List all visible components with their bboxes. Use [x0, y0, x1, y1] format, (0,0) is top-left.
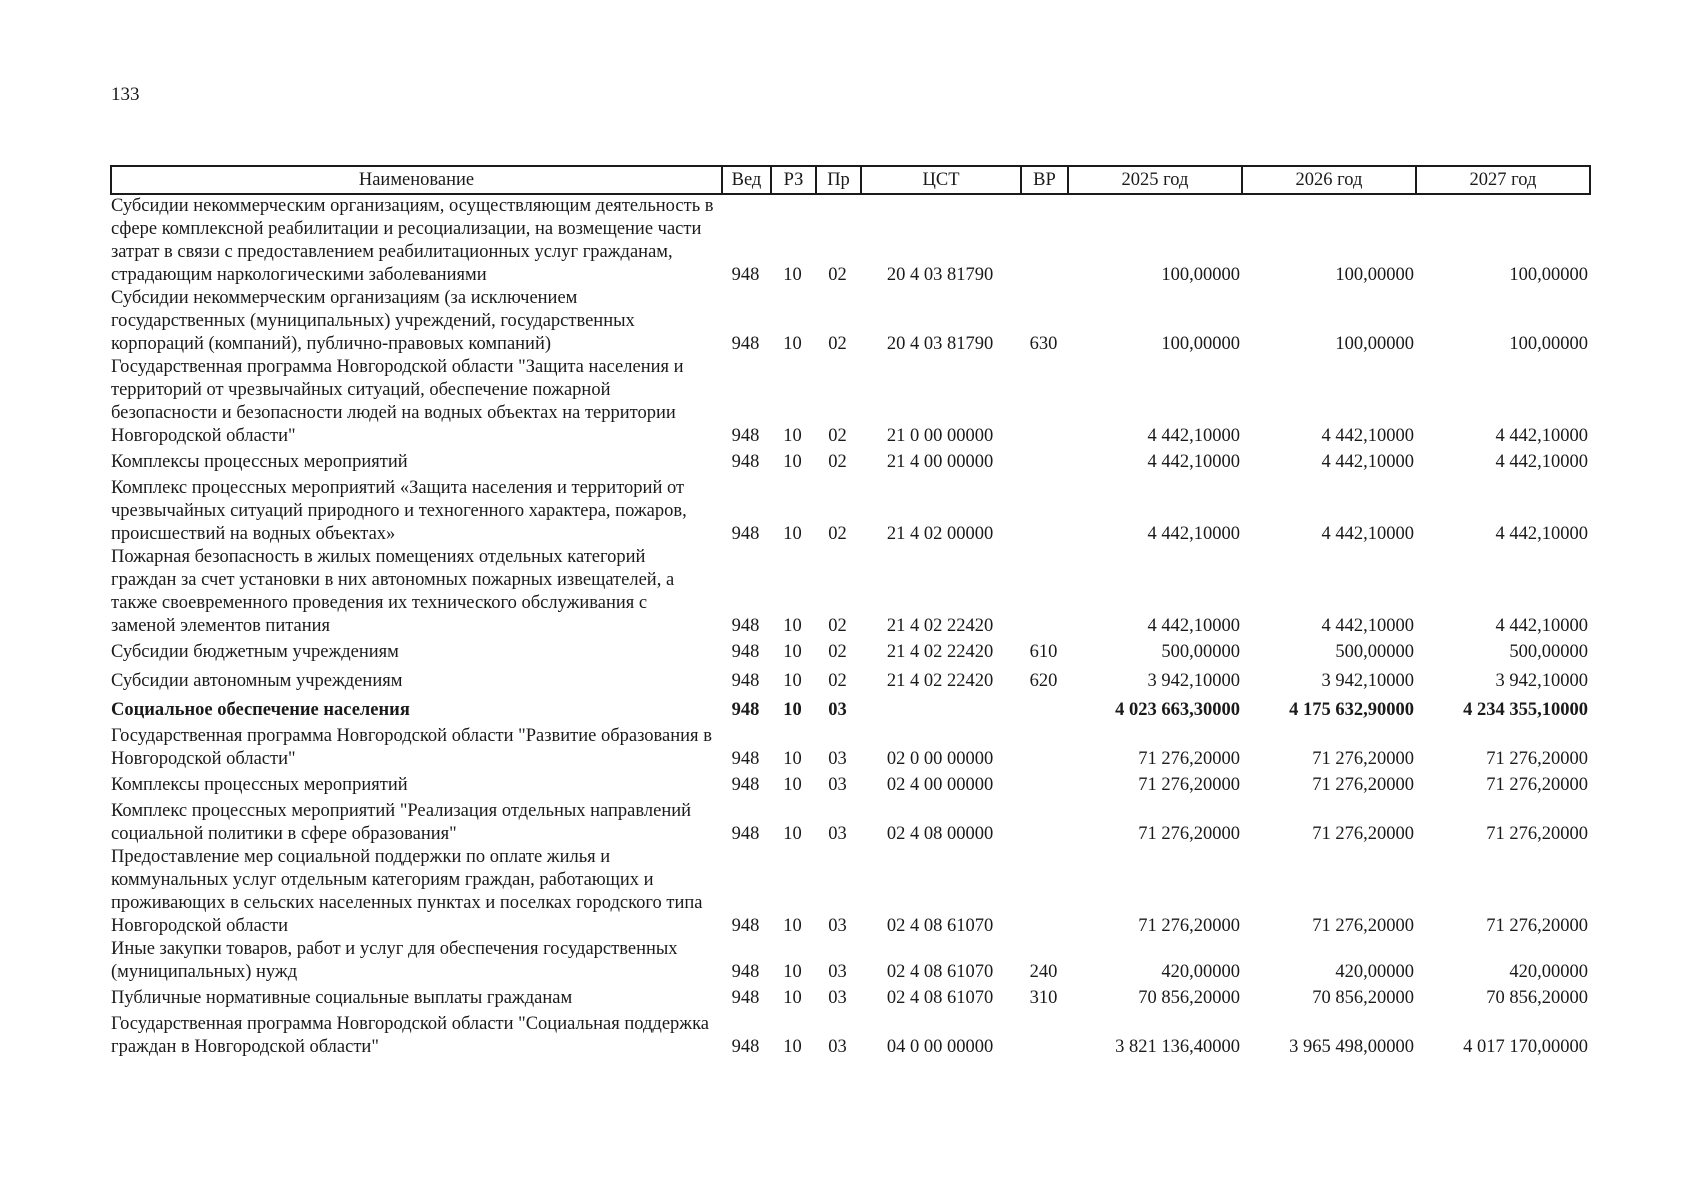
row-cst: 20 4 03 81790 [886, 334, 994, 354]
row-name: Комплекс процессных мероприятий "Реализация отдельных направлений социальной политики в сфере образования" [111, 801, 692, 844]
row-rz: 10 [783, 452, 802, 472]
row-2026: 71 276,20000 [1312, 824, 1414, 844]
row-2026: 100,00000 [1335, 334, 1414, 354]
row-name: Комплекс процессных мероприятий «Защита населения и территорий от чрезвычайных ситуаций природного и техногенного характера, пожаров, происшествий на водных объектах» [111, 478, 687, 544]
row-ved: 948 [731, 916, 760, 936]
row-2025: 3 821 136,40000 [1115, 1037, 1240, 1057]
row-rz: 10 [783, 524, 802, 544]
row-2025: 71 276,20000 [1138, 916, 1240, 936]
row-cst: 04 0 00 00000 [886, 1037, 994, 1057]
row-cst: 02 4 08 00000 [886, 824, 994, 844]
table-row [111, 477, 1590, 546]
row-ved: 948 [731, 426, 760, 446]
row-vr: 610 [1029, 642, 1058, 662]
row-2027: 420,00000 [1509, 962, 1588, 982]
row-name: Предоставление мер социальной поддержки по оплате жилья и коммунальных услуг отдельным категориям граждан, работающих и проживающих в сельских населенных пунктах и поселках городского типа Новгородской области [111, 847, 703, 936]
row-2027: 71 276,20000 [1486, 749, 1588, 769]
row-pr: 02 [828, 671, 847, 691]
row-name: Субсидии некоммерческим организациям, осуществляющим деятельность в сфере комплексной реабилитации и ресоциализации, на возмещение части затрат в связи с предоставлением реабилитационных услуг гражданам, страдающим наркологическими заболеваниями [111, 196, 714, 285]
row-vr [1021, 725, 1068, 771]
row-2025: 71 276,20000 [1138, 824, 1240, 844]
row-rz: 10 [783, 616, 802, 636]
table-row [111, 984, 1590, 1013]
table-row-section-total [111, 696, 1590, 725]
row-name: Государственная программа Новгородской области "Социальная поддержка граждан в Новгородской области" [111, 1014, 709, 1057]
row-rz: 10 [783, 775, 802, 795]
table-row [111, 546, 1590, 638]
row-pr: 02 [828, 524, 847, 544]
row-pr: 03 [828, 962, 847, 982]
row-ved: 948 [731, 334, 760, 354]
row-2025: 100,00000 [1161, 334, 1240, 354]
row-pr: 02 [828, 426, 847, 446]
row-2025: 4 442,10000 [1147, 616, 1240, 636]
row-cst: 21 4 02 22420 [886, 671, 994, 691]
row-name: Государственная программа Новгородской области "Развитие образования в Новгородской области" [111, 726, 712, 769]
header-cst: ЦСТ [861, 166, 1021, 194]
row-name: Субсидии некоммерческим организациям (за исключением государственных (муниципальных) учреждений, государственных корпораций (компаний), публично-правовых компаний) [111, 288, 635, 354]
row-name: Пожарная безопасность в жилых помещениях отдельных категорий граждан за счет установки в них автономных пожарных извещателей, а также своевременного проведения их технического обслуживания с заменой элементов питания [111, 547, 675, 636]
row-2027: 4 017 170,00000 [1463, 1037, 1588, 1057]
row-rz: 10 [783, 700, 802, 720]
row-pr: 03 [828, 1037, 847, 1057]
row-vr [1021, 356, 1068, 448]
row-name: Субсидии бюджетным учреждениям [111, 642, 399, 662]
row-name: Комплексы процессных мероприятий [111, 775, 408, 795]
row-2027: 500,00000 [1509, 642, 1588, 662]
row-2027: 71 276,20000 [1486, 916, 1588, 936]
table-row [111, 771, 1590, 800]
row-name: Публичные нормативные социальные выплаты гражданам [111, 988, 573, 1008]
row-2026: 71 276,20000 [1312, 775, 1414, 795]
row-2025: 70 856,20000 [1138, 988, 1240, 1008]
row-2026: 4 175 632,90000 [1289, 700, 1414, 720]
table-header-row [111, 166, 1590, 194]
table-row [111, 800, 1590, 846]
row-2026: 3 965 498,00000 [1289, 1037, 1414, 1057]
header-ved: Вед [722, 166, 771, 194]
row-2027: 4 442,10000 [1495, 524, 1588, 544]
row-vr [1021, 448, 1068, 477]
header-rz: РЗ [771, 166, 816, 194]
row-vr: 630 [1029, 334, 1058, 354]
row-ved: 948 [731, 1037, 760, 1057]
row-2027: 71 276,20000 [1486, 775, 1588, 795]
row-pr: 02 [828, 616, 847, 636]
header-2025: 2025 год [1068, 166, 1242, 194]
row-ved: 948 [731, 452, 760, 472]
row-rz: 10 [783, 1037, 802, 1057]
row-2027: 4 234 355,10000 [1463, 700, 1588, 720]
row-pr: 03 [828, 824, 847, 844]
row-cst: 21 4 02 22420 [886, 642, 994, 662]
row-2026: 4 442,10000 [1321, 524, 1414, 544]
row-2025: 500,00000 [1161, 642, 1240, 662]
row-2025: 71 276,20000 [1138, 749, 1240, 769]
table-row [111, 846, 1590, 938]
row-cst: 21 0 00 00000 [886, 426, 994, 446]
row-vr [1021, 846, 1068, 938]
row-ved: 948 [731, 671, 760, 691]
row-name: Иные закупки товаров, работ и услуг для обеспечения государственных (муниципальных) нужд [111, 939, 678, 982]
row-2025: 3 942,10000 [1147, 671, 1240, 691]
row-vr [1021, 477, 1068, 546]
row-2026: 420,00000 [1335, 962, 1414, 982]
row-cst: 02 4 00 00000 [886, 775, 994, 795]
row-2027: 4 442,10000 [1495, 426, 1588, 446]
header-2026: 2026 год [1242, 166, 1416, 194]
row-2026: 71 276,20000 [1312, 916, 1414, 936]
row-pr: 03 [828, 749, 847, 769]
row-rz: 10 [783, 642, 802, 662]
table-row [111, 448, 1590, 477]
row-rz: 10 [783, 671, 802, 691]
row-cst: 02 0 00 00000 [886, 749, 994, 769]
row-2027: 4 442,10000 [1495, 452, 1588, 472]
row-pr: 02 [828, 452, 847, 472]
row-ved: 948 [731, 962, 760, 982]
row-2026: 100,00000 [1335, 265, 1414, 285]
row-2025: 4 442,10000 [1147, 452, 1240, 472]
row-ved: 948 [731, 749, 760, 769]
row-2027: 71 276,20000 [1486, 824, 1588, 844]
row-ved: 948 [731, 775, 760, 795]
header-pr: Пр [816, 166, 861, 194]
row-ved: 948 [731, 265, 760, 285]
row-2027: 70 856,20000 [1486, 988, 1588, 1008]
row-ved: 948 [731, 616, 760, 636]
row-pr: 03 [828, 916, 847, 936]
row-2025: 100,00000 [1161, 265, 1240, 285]
row-ved: 948 [731, 524, 760, 544]
row-name: Государственная программа Новгородской области "Защита населения и территорий от чрезвычайных ситуаций, обеспечение пожарной безопасности и безопасности людей на водных объектах на территории Новгородской области" [111, 357, 684, 446]
table-row [111, 725, 1590, 771]
row-vr [1021, 194, 1068, 287]
row-vr: 310 [1029, 988, 1058, 1008]
row-2026: 500,00000 [1335, 642, 1414, 662]
row-2026: 3 942,10000 [1321, 671, 1414, 691]
header-2027: 2027 год [1416, 166, 1590, 194]
table-row [111, 638, 1590, 667]
header-vr: ВР [1021, 166, 1068, 194]
row-2025: 4 442,10000 [1147, 524, 1240, 544]
page-number: 133 [111, 84, 140, 105]
row-rz: 10 [783, 749, 802, 769]
row-vr: 240 [1029, 962, 1058, 982]
row-2025: 420,00000 [1161, 962, 1240, 982]
row-ved: 948 [731, 700, 760, 720]
row-ved: 948 [731, 988, 760, 1008]
row-2026: 71 276,20000 [1312, 749, 1414, 769]
budget-table [110, 165, 1591, 1059]
row-2027: 100,00000 [1509, 334, 1588, 354]
row-vr [1021, 696, 1068, 725]
row-cst: 21 4 00 00000 [886, 452, 994, 472]
row-rz: 10 [783, 824, 802, 844]
row-rz: 10 [783, 962, 802, 982]
row-rz: 10 [783, 916, 802, 936]
row-rz: 10 [783, 265, 802, 285]
table-row [111, 287, 1590, 356]
row-name: Субсидии автономным учреждениям [111, 671, 403, 691]
row-2025: 4 023 663,30000 [1115, 700, 1240, 720]
row-2027: 4 442,10000 [1495, 616, 1588, 636]
row-cst: 21 4 02 22420 [886, 616, 994, 636]
table-row [111, 938, 1590, 984]
row-2027: 100,00000 [1509, 265, 1588, 285]
row-rz: 10 [783, 988, 802, 1008]
row-2026: 4 442,10000 [1321, 616, 1414, 636]
row-2026: 70 856,20000 [1312, 988, 1414, 1008]
row-cst: 02 4 08 61070 [886, 916, 994, 936]
row-pr: 02 [828, 265, 847, 285]
row-2026: 4 442,10000 [1321, 426, 1414, 446]
row-rz: 10 [783, 334, 802, 354]
table-row [111, 1013, 1590, 1059]
row-pr: 02 [828, 334, 847, 354]
table-row [111, 667, 1590, 696]
row-cst [861, 696, 1021, 725]
row-vr: 620 [1029, 671, 1058, 691]
table-row [111, 194, 1590, 287]
row-2026: 4 442,10000 [1321, 452, 1414, 472]
row-cst: 02 4 08 61070 [886, 988, 994, 1008]
row-pr: 03 [828, 775, 847, 795]
row-rz: 10 [783, 426, 802, 446]
row-2025: 71 276,20000 [1138, 775, 1240, 795]
row-cst: 20 4 03 81790 [886, 265, 994, 285]
row-ved: 948 [731, 642, 760, 662]
row-pr: 03 [828, 988, 847, 1008]
row-cst: 02 4 08 61070 [886, 962, 994, 982]
row-2027: 3 942,10000 [1495, 671, 1588, 691]
row-name: Комплексы процессных мероприятий [111, 452, 408, 472]
header-name: Наименование [111, 166, 722, 194]
row-vr [1021, 546, 1068, 638]
row-vr [1021, 1013, 1068, 1059]
row-name: Социальное обеспечение населения [111, 700, 410, 720]
row-vr [1021, 771, 1068, 800]
row-pr: 02 [828, 642, 847, 662]
row-cst: 21 4 02 00000 [886, 524, 994, 544]
row-2025: 4 442,10000 [1147, 426, 1240, 446]
row-ved: 948 [731, 824, 760, 844]
row-pr: 03 [828, 700, 847, 720]
table-row [111, 356, 1590, 448]
row-vr [1021, 800, 1068, 846]
